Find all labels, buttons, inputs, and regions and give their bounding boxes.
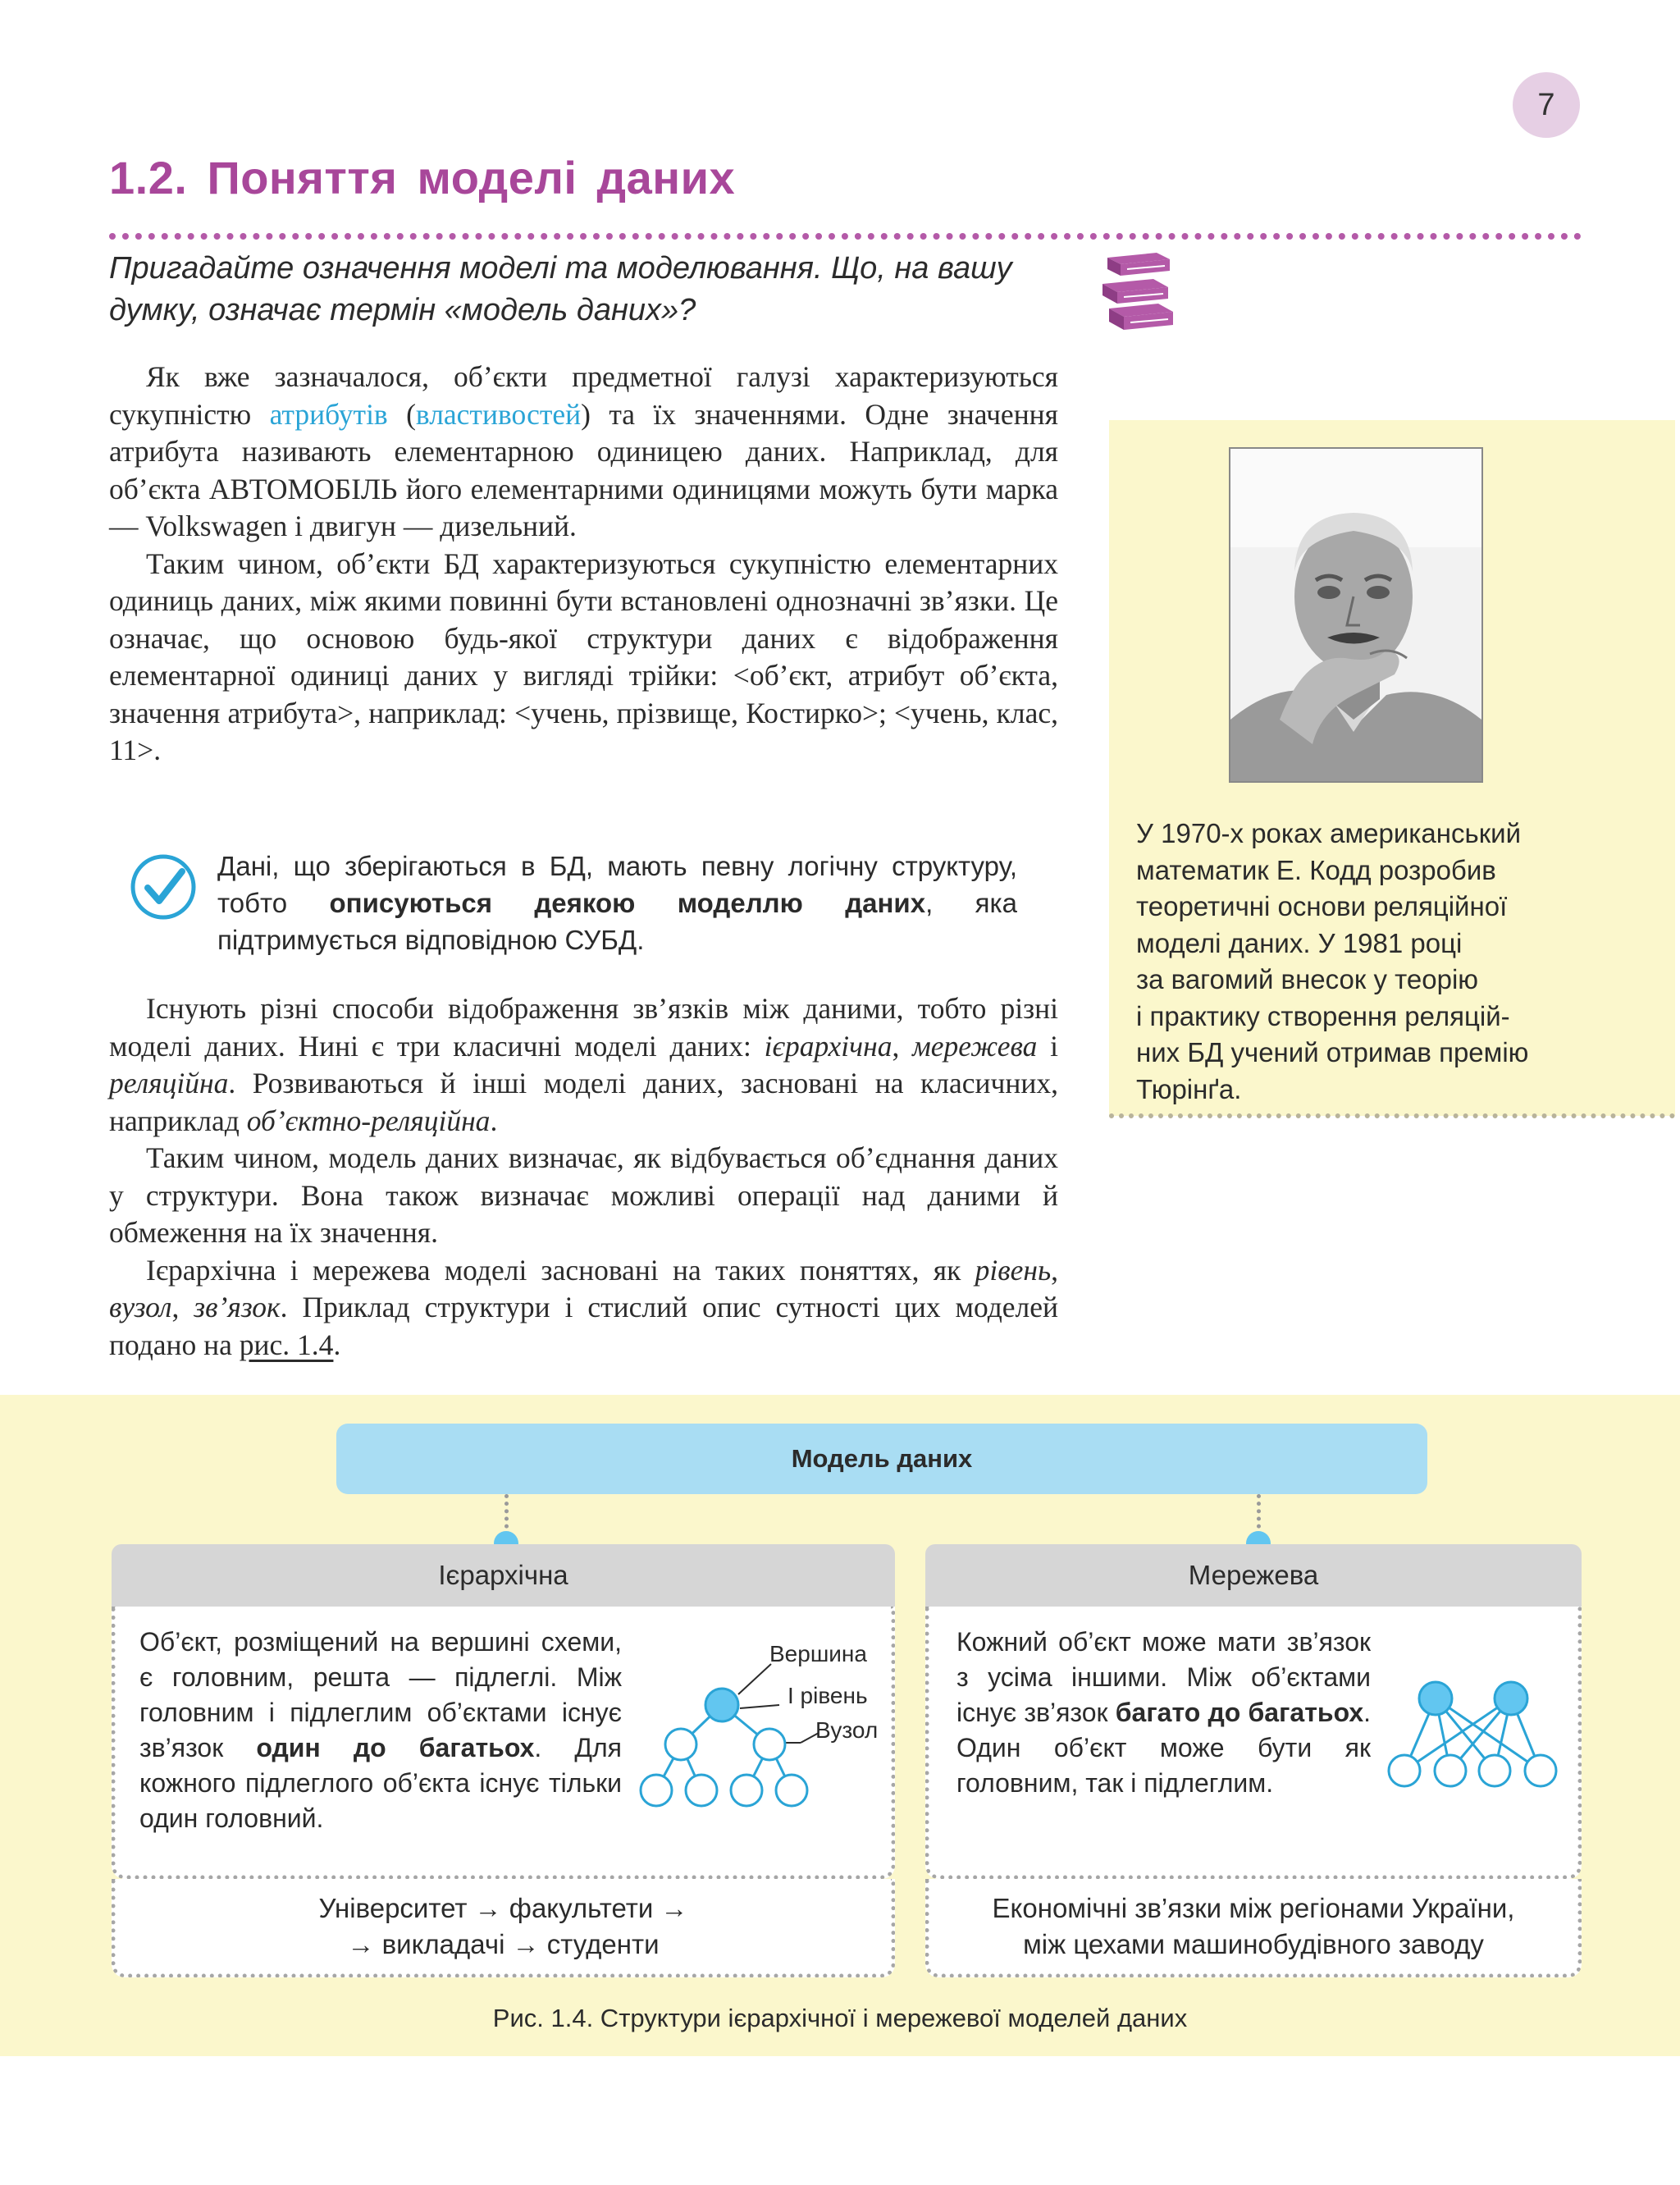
network-diagram bbox=[1386, 1674, 1567, 1797]
label-vertex: Вершина bbox=[769, 1641, 867, 1666]
label-level: І рівень bbox=[788, 1683, 868, 1708]
body-text-bottom bbox=[109, 990, 1058, 1364]
label-node: Вузол bbox=[815, 1717, 879, 1743]
body-text-top bbox=[109, 359, 1058, 770]
level2-node bbox=[731, 1775, 762, 1806]
link-attributes[interactable]: атрибутів bbox=[269, 397, 388, 431]
sidebar-text: У 1970-х роках американський математик Е. Кодд розробив теоретичні основи реляційної моделі даних. У 1981 році за вагомий внесок у теорію і практику створення реляцій- них БД учений отримав премію Тюрінґа. bbox=[1136, 818, 1529, 1104]
page-number: 7 bbox=[1513, 72, 1580, 138]
section-title: 1.2. Поняття моделі даних bbox=[109, 152, 736, 203]
hierarchical-header: Ієрархічна bbox=[112, 1544, 895, 1607]
hierarchical-example: Університет → факультети → → викладачі → студенти bbox=[112, 1879, 895, 1977]
hierarchical-description: Об’єкт, розміщений на вершині схеми, є головним, решта — підлеглі. Між головним і підлеглим об’єктами існує зв’язок один до багатьох. Для кожного підлеглого об’єкта існує тільки один головний. bbox=[139, 1627, 623, 1833]
level1-node bbox=[754, 1729, 785, 1760]
sub-node bbox=[1479, 1755, 1510, 1786]
paragraph: Таким чином, модель даних визначає, як відбувається об’єднання даних у структури. Вона також визначає можливі операції над даними й обмеження на їх значення. bbox=[109, 1141, 1058, 1249]
sub-node bbox=[1525, 1755, 1556, 1786]
level2-node bbox=[776, 1775, 807, 1806]
network-description: Кожний об’єкт може мати зв’язок з усіма іншими. Між об’єктами існує зв’язок багато до багатьох. Один об’єкт може бути як головним, так і підлеглим. bbox=[956, 1627, 1372, 1798]
checkmark-icon bbox=[130, 853, 197, 921]
figure-caption: Рис. 1.4. Структури ієрархічної і мережевої моделей даних bbox=[492, 2004, 1188, 2032]
paragraph: Ієрархічна і мережева моделі засновані на таких поняттях, як рівень, вузол, зв’язок. Приклад структури і стислий опис сутності цих моделей подано на рис. 1.4. bbox=[109, 1253, 1059, 1361]
hierarchy-diagram bbox=[632, 1633, 894, 1822]
sub-node bbox=[1389, 1755, 1420, 1786]
main-node bbox=[1419, 1682, 1452, 1715]
paragraph: Існують різні способи відображення зв’язків між даними, тобто різні моделі даних. Нині є три класичні моделі даних: ієрархічна, мережева і реляційна. Розвиваються й інші моделі даних, засновані на класичних, наприклад об’єктно-реляційна. bbox=[109, 992, 1058, 1137]
paragraph: Таким чином, об’єкти БД характеризуються сукупністю елементарних одиниць даних, між якими повинні бути встановлені однозначні зв’язки. Це означає, що основою будь-якої структури даних є відображення елементарної одиниці даних у вигляді трійки: <об’єкт, атрибут об’єкта, значення атрибута>, наприклад: <учень, прізвище, Костирко>; <учень, клас, 11>. bbox=[109, 546, 1058, 766]
root-node bbox=[705, 1689, 738, 1721]
figure-reference-link[interactable]: рис. 1.4 bbox=[239, 1328, 334, 1361]
network-example: Економічні зв’язки між регіонами України, між цехами машинобудівного заводу bbox=[925, 1879, 1582, 1977]
question-text: Пригадайте означення моделі та моделювання. Що, на вашу думку, означає термін «модель даних»? bbox=[109, 251, 1012, 327]
main-node bbox=[1495, 1682, 1527, 1715]
title-divider bbox=[109, 233, 1582, 240]
portrait-photo bbox=[1229, 447, 1483, 783]
link-properties[interactable]: властивостей bbox=[415, 397, 582, 431]
sidebar-divider bbox=[1109, 1113, 1675, 1118]
data-model-box: Модель даних bbox=[336, 1424, 1427, 1494]
level2-node bbox=[641, 1775, 672, 1806]
paragraph: Як вже зазначалося, об’єкти предметної галузі характеризуються сукупністю атрибутів (властивостей) та їх значеннями. Одне значення атрибута називають елементарною одиницею даних. Наприклад, для об’єкта АВТОМОБІЛЬ його елементарними одиницями можуть бути марка — Volkswagen і двигун — дизельний. bbox=[109, 360, 1059, 542]
books-icon bbox=[1099, 251, 1178, 333]
note-text: Дані, що зберігаються в БД, мають певну логічну структуру, тобто описуються деякою моделлю даних, яка підтримується відповідною СУБД. bbox=[217, 851, 1018, 955]
sub-node bbox=[1435, 1755, 1466, 1786]
level1-node bbox=[665, 1729, 696, 1760]
level2-node bbox=[686, 1775, 717, 1806]
network-header: Мережева bbox=[925, 1544, 1582, 1607]
